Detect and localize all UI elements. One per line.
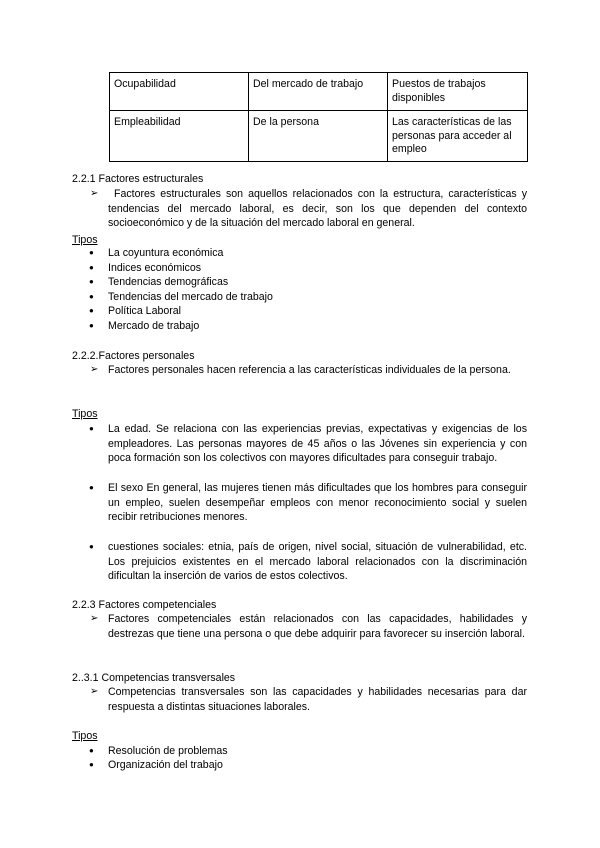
section-paragraph: Factores estructurales son aquellos relacionados con la estructura, características y tendencias del mercado laboral, es decir, son los que dependen del contexto socioeconómico y de la situación del mercado laboral en general. [108, 188, 527, 230]
table-cell: Las características de las personas para acceder al empleo [388, 111, 528, 162]
table-cell: Del mercado de trabajo [249, 73, 388, 111]
bullet-icon: ● [89, 248, 94, 257]
concepts-table [109, 72, 528, 162]
tipos-label: Tipos [72, 234, 98, 246]
bullet-icon: ● [89, 424, 94, 433]
section-paragraph: Factores personales hacen referencia a las características individuales de la persona. [108, 364, 511, 376]
list-item: Tendencias del mercado de trabajo [108, 291, 273, 303]
section-paragraph: Factores competenciales están relacionados con las capacidades, habilidades y destrezas que tiene una persona o que debe adquirir para favorecer su inserción laboral. [108, 613, 527, 640]
bullet-icon: ● [89, 542, 94, 551]
bullet-icon: ● [89, 746, 94, 755]
arrow-bullet-icon: ➢ [90, 613, 99, 624]
section-heading-2-2-1: 2.2.1 Factores estructurales [72, 173, 204, 185]
table-row [110, 73, 528, 111]
table-cell: Empleabilidad [110, 111, 249, 162]
bullet-icon: ● [89, 321, 94, 330]
table-cell: Puestos de trabajos disponibles [388, 73, 528, 111]
tipos-label: Tipos [72, 730, 98, 742]
table-row [110, 111, 528, 162]
bullet-icon: ● [89, 760, 94, 769]
arrow-bullet-icon: ➢ [90, 686, 99, 697]
bullet-icon: ● [89, 483, 94, 492]
section-heading-2-2-3: 2.2.3 Factores competenciales [72, 599, 217, 611]
bullet-icon: ● [89, 263, 94, 272]
list-item: Resolución de problemas [108, 745, 228, 757]
list-item: La edad. Se relaciona con las experiencias previas, expectativas y exigencias de los empleadores. Las personas mayores de 45 años o las Jóvenes sin experiencia y con poca formación son los colectivos con mayores dificultades para conseguir trabajo. [108, 423, 527, 465]
list-item: Política Laboral [108, 305, 182, 317]
table-cell: De la persona [249, 111, 388, 162]
bullet-icon: ● [89, 306, 94, 315]
list-item: cuestiones sociales: etnia, país de origen, nivel social, situación de vulnerabilidad, etc. Los prejuicios existentes en el mercado laboral relacionados con la discriminación dificultan la inserción de varios de estos colectivos. [108, 541, 527, 583]
bullet-icon: ● [89, 292, 94, 301]
list-item: Tendencias demográficas [108, 276, 229, 288]
list-item: La coyuntura económica [108, 247, 224, 259]
list-item: El sexo En general, las mujeres tienen más dificultades que los hombres para conseguir un empleo, suelen desempeñar empleos con menor reconocimiento social y suelen recibir retribuciones menores. [108, 482, 527, 524]
list-item: Indices económicos [108, 262, 202, 274]
bullet-icon: ● [89, 277, 94, 286]
arrow-bullet-icon: ➢ [90, 364, 99, 375]
table-cell: Ocupabilidad [110, 73, 249, 111]
arrow-bullet-icon: ➢ [90, 188, 99, 199]
tipos-label: Tipos [72, 408, 98, 420]
section-heading-2-2-2: 2.2.2.Factores personales [72, 350, 195, 362]
section-heading-2-3-1: 2..3.1 Competencias transversales [72, 672, 236, 684]
list-item: Mercado de trabajo [108, 320, 200, 332]
list-item: Organización del trabajo [108, 759, 223, 771]
section-paragraph: Competencias transversales son las capacidades y habilidades necesarias para dar respuesta a distintas situaciones laborales. [108, 686, 527, 713]
